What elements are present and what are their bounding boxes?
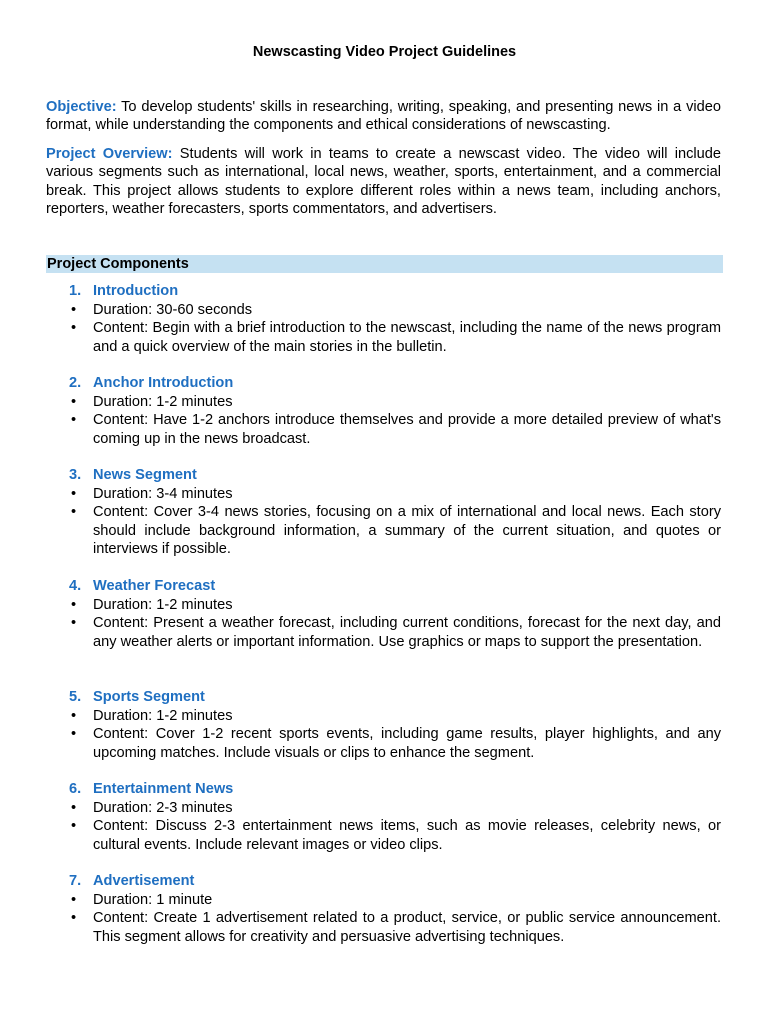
component-news-segment — [46, 466, 723, 559]
bullet-icon: • — [71, 504, 77, 521]
component-number: 5. — [69, 689, 82, 705]
bullet-icon: • — [71, 892, 77, 908]
bullet-icon: • — [71, 486, 77, 502]
component-name: Introduction — [93, 283, 179, 299]
component-heading — [46, 577, 723, 596]
objective-text: To develop students' skills in researching, writing, speaking, and presenting news in a video format, while understanding the components and ethical considerations of newscasting. — [46, 99, 721, 134]
content-text: Content: Present a weather forecast, including current conditions, forecast for the next day, and any weather alerts or important information. Use graphics or maps to support the presentation. — [93, 615, 721, 650]
content-text: Content: Begin with a brief introduction to the newscast, including the name of the news program and a quick overview of the main stories in the bulletin. — [93, 320, 721, 355]
duration-text: Duration: 1-2 minutes — [93, 394, 233, 410]
duration-item — [46, 301, 721, 319]
component-name: Anchor Introduction — [93, 375, 234, 391]
duration-text: Duration: 1-2 minutes — [93, 708, 233, 724]
duration-text: Duration: 1 minute — [93, 892, 213, 908]
objective-paragraph — [46, 98, 721, 135]
content-item — [46, 909, 721, 946]
bullet-icon: • — [71, 708, 77, 724]
component-weather-forecast — [46, 577, 723, 651]
component-name: Weather Forecast — [93, 578, 216, 594]
duration-item — [46, 393, 721, 411]
duration-item — [46, 799, 721, 817]
content-text: Content: Create 1 advertisement related to a product, service, or public service announcement. This segment allows for creativity and persuasive advertising techniques. — [93, 910, 721, 945]
overview-paragraph — [46, 145, 721, 219]
bullet-icon: • — [71, 412, 77, 429]
content-text: Content: Discuss 2-3 entertainment news items, such as movie releases, celebrity news, or cultural events. Include relevant images or video clips. — [93, 818, 721, 853]
component-entertainment-news — [46, 780, 723, 854]
component-heading — [46, 466, 723, 485]
duration-text: Duration: 30-60 seconds — [93, 302, 253, 318]
component-name: Entertainment News — [93, 781, 234, 797]
content-item — [46, 725, 721, 762]
component-number: 2. — [69, 375, 82, 391]
bullet-icon: • — [71, 320, 77, 337]
content-item — [46, 411, 721, 448]
component-heading — [46, 780, 723, 799]
bullet-icon: • — [71, 726, 77, 743]
component-heading — [46, 374, 723, 393]
overview-text: Students will work in teams to create a newscast video. The video will include various segments such as international, local news, weather, sports, entertainment, and a commercial break. This project allows students to explore different roles within a news team, including anchors, reporters, weather forecasters, sports commentators, and advertisers. — [46, 146, 721, 218]
content-item — [46, 319, 721, 356]
duration-text: Duration: 1-2 minutes — [93, 597, 233, 613]
content-item — [46, 503, 721, 558]
component-number: 7. — [69, 873, 82, 889]
objective-label: Objective: — [46, 99, 117, 115]
component-name: Sports Segment — [93, 689, 205, 705]
bullet-icon: • — [71, 597, 77, 613]
component-heading — [46, 282, 723, 301]
component-sports-segment — [46, 688, 723, 762]
page-title: Newscasting Video Project Guidelines — [252, 44, 517, 60]
component-heading — [46, 872, 723, 891]
bullet-icon: • — [71, 394, 77, 410]
content-item — [46, 614, 721, 651]
duration-item — [46, 707, 721, 725]
component-name: News Segment — [93, 467, 197, 483]
bullet-icon: • — [71, 615, 77, 632]
bullet-icon: • — [71, 818, 77, 835]
duration-text: Duration: 3-4 minutes — [93, 486, 233, 502]
components-section-header: Project Components — [46, 255, 723, 273]
content-text: Content: Cover 3-4 news stories, focusing on a mix of international and local news. Each story should include background information, a summary of the current situation, and quotes or interviews if possible. — [93, 504, 721, 558]
component-number: 1. — [69, 283, 82, 299]
bullet-icon: • — [71, 302, 77, 318]
bullet-icon: • — [71, 800, 77, 816]
bullet-icon: • — [71, 910, 77, 927]
duration-text: Duration: 2-3 minutes — [93, 800, 233, 816]
component-introduction — [46, 282, 723, 356]
content-text: Content: Cover 1-2 recent sports events, including game results, player highlights, and any upcoming matches. Include visuals or clips to enhance the segment. — [93, 726, 721, 761]
overview-label: Project Overview: — [46, 146, 173, 162]
content-item — [46, 817, 721, 854]
component-name: Advertisement — [93, 873, 195, 889]
component-number: 3. — [69, 467, 82, 483]
content-text: Content: Have 1-2 anchors introduce themselves and provide a more detailed preview of what's coming up in the news broadcast. — [93, 412, 721, 447]
component-anchor-introduction — [46, 374, 723, 448]
component-number: 4. — [69, 578, 82, 594]
duration-item — [46, 596, 721, 614]
duration-item — [46, 485, 721, 503]
component-heading — [46, 688, 723, 707]
component-number: 6. — [69, 781, 82, 797]
duration-item — [46, 891, 721, 909]
component-advertisement — [46, 872, 723, 946]
